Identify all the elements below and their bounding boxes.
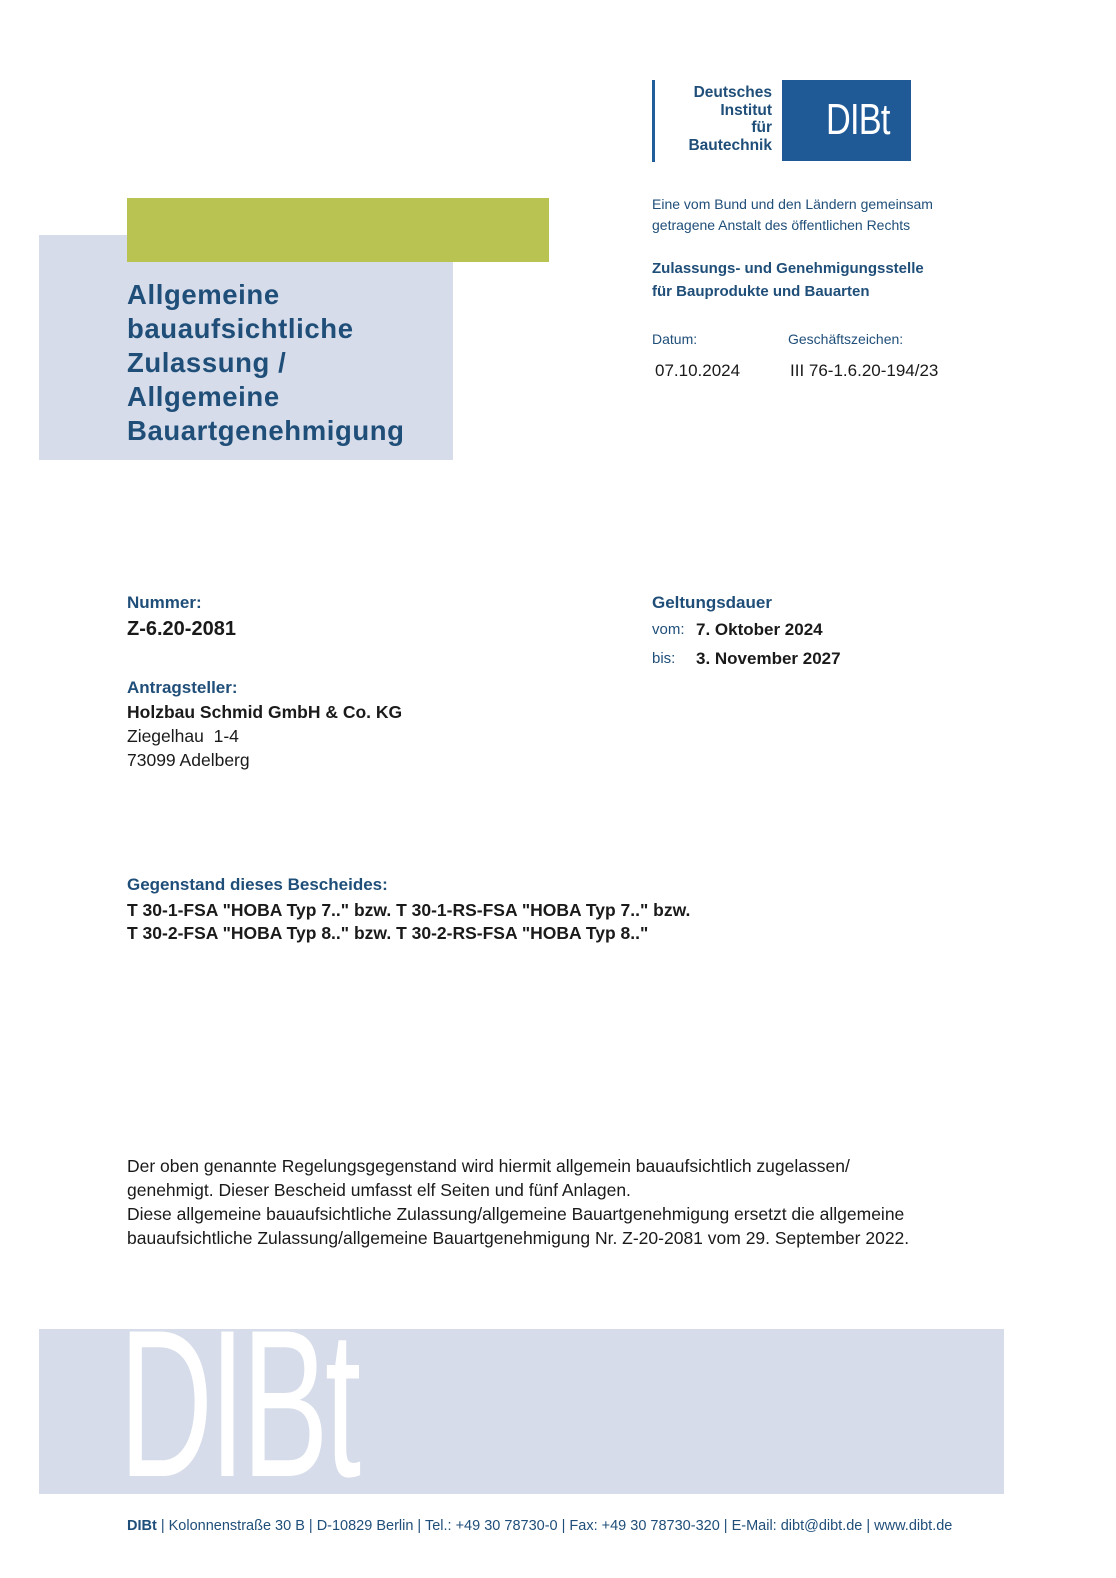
office-line-2: für Bauprodukte und Bauarten [652,283,870,300]
dibt-logo [782,80,911,161]
valid-until-label: bis: [652,650,676,667]
valid-from-value: 7. Oktober 2024 [696,620,823,639]
body-paragraph [127,1154,1007,1250]
footer-band [39,1329,1004,1494]
validity-label: Geltungsdauer [652,593,772,612]
footer-watermark: DIBt [119,1329,358,1494]
logo-line-1: Deutsches [693,84,772,101]
body-line-4: bauaufsichtliche Zulassung/allgemeine Bauartgenehmigung Nr. Z-20-2081 vom 29. September 2022. [127,1228,910,1248]
logo-line-4: Bautechnik [688,136,772,154]
organization-line-2: getragene Anstalt des öffentlichen Rechts [652,217,911,233]
subject-label: Gegenstand dieses Bescheides: [127,875,388,894]
body-line-2: genehmigt. Dieser Bescheid umfasst elf Seiten und fünf Anlagen. [127,1180,631,1200]
title-line-1: Allgemeine [127,279,280,310]
applicant-city: 73099 Adelberg [127,750,250,770]
number-value: Z-6.20-2081 [127,618,236,640]
title-accent-bar [127,198,549,262]
valid-until-value: 3. November 2027 [696,649,841,668]
body-line-3: Diese allgemeine bauaufsichtliche Zulassung/allgemeine Bauartgenehmigung ersetzt die allgemeine [127,1204,905,1224]
body-line-1: Der oben genannte Regelungsgegenstand wird hiermit allgemein bauaufsichtlich zugelassen/ [127,1156,850,1176]
valid-from-label: vom: [652,621,685,638]
title-line-2: bauaufsichtliche [127,313,354,344]
applicant-label: Antragsteller: [127,678,238,697]
document-title [127,278,405,448]
title-line-5: Bauartgenehmigung [127,415,405,446]
applicant-street: Ziegelhau 1-4 [127,726,239,746]
institute-logo-text [662,84,772,154]
date-value: 07.10.2024 [655,361,741,380]
office-line-1: Zulassungs- und Genehmigungsstelle [652,260,924,277]
footer-brand: DIBt [127,1518,157,1534]
reference-label: Geschäftszeichen: [788,331,904,347]
applicant-name: Holzbau Schmid GmbH & Co. KG [127,702,403,722]
title-line-3: Zulassung / [127,347,287,378]
logo-line-3: für [751,119,772,136]
title-line-4: Allgemeine [127,381,280,412]
subject-line-1: T 30-1-FSA "HOBA Typ 7.." bzw. T 30-1-RS-FSA "HOBA Typ 7.." bzw. [127,900,691,920]
date-label: Datum: [652,331,698,347]
footer-contact [127,1518,952,1534]
number-label: Nummer: [127,593,202,612]
logo-divider [652,80,655,162]
reference-value: III 76-1.6.20-194/23 [790,361,939,380]
organization-line-1: Eine vom Bund und den Ländern gemeinsam [652,196,933,212]
logo-line-2: Institut [720,101,772,119]
dibt-logo-mark: DIBt [826,95,890,144]
subject-line-2: T 30-2-FSA "HOBA Typ 8.." bzw. T 30-2-RS-FSA "HOBA Typ 8.." [127,923,649,943]
footer-address: | Kolonnenstraße 30 B | D-10829 Berlin | Tel.: +49 30 78730-0 | Fax: +49 30 78730-320 | E-Mail: dibt@dibt.de | www.dibt.de [156,1518,953,1534]
